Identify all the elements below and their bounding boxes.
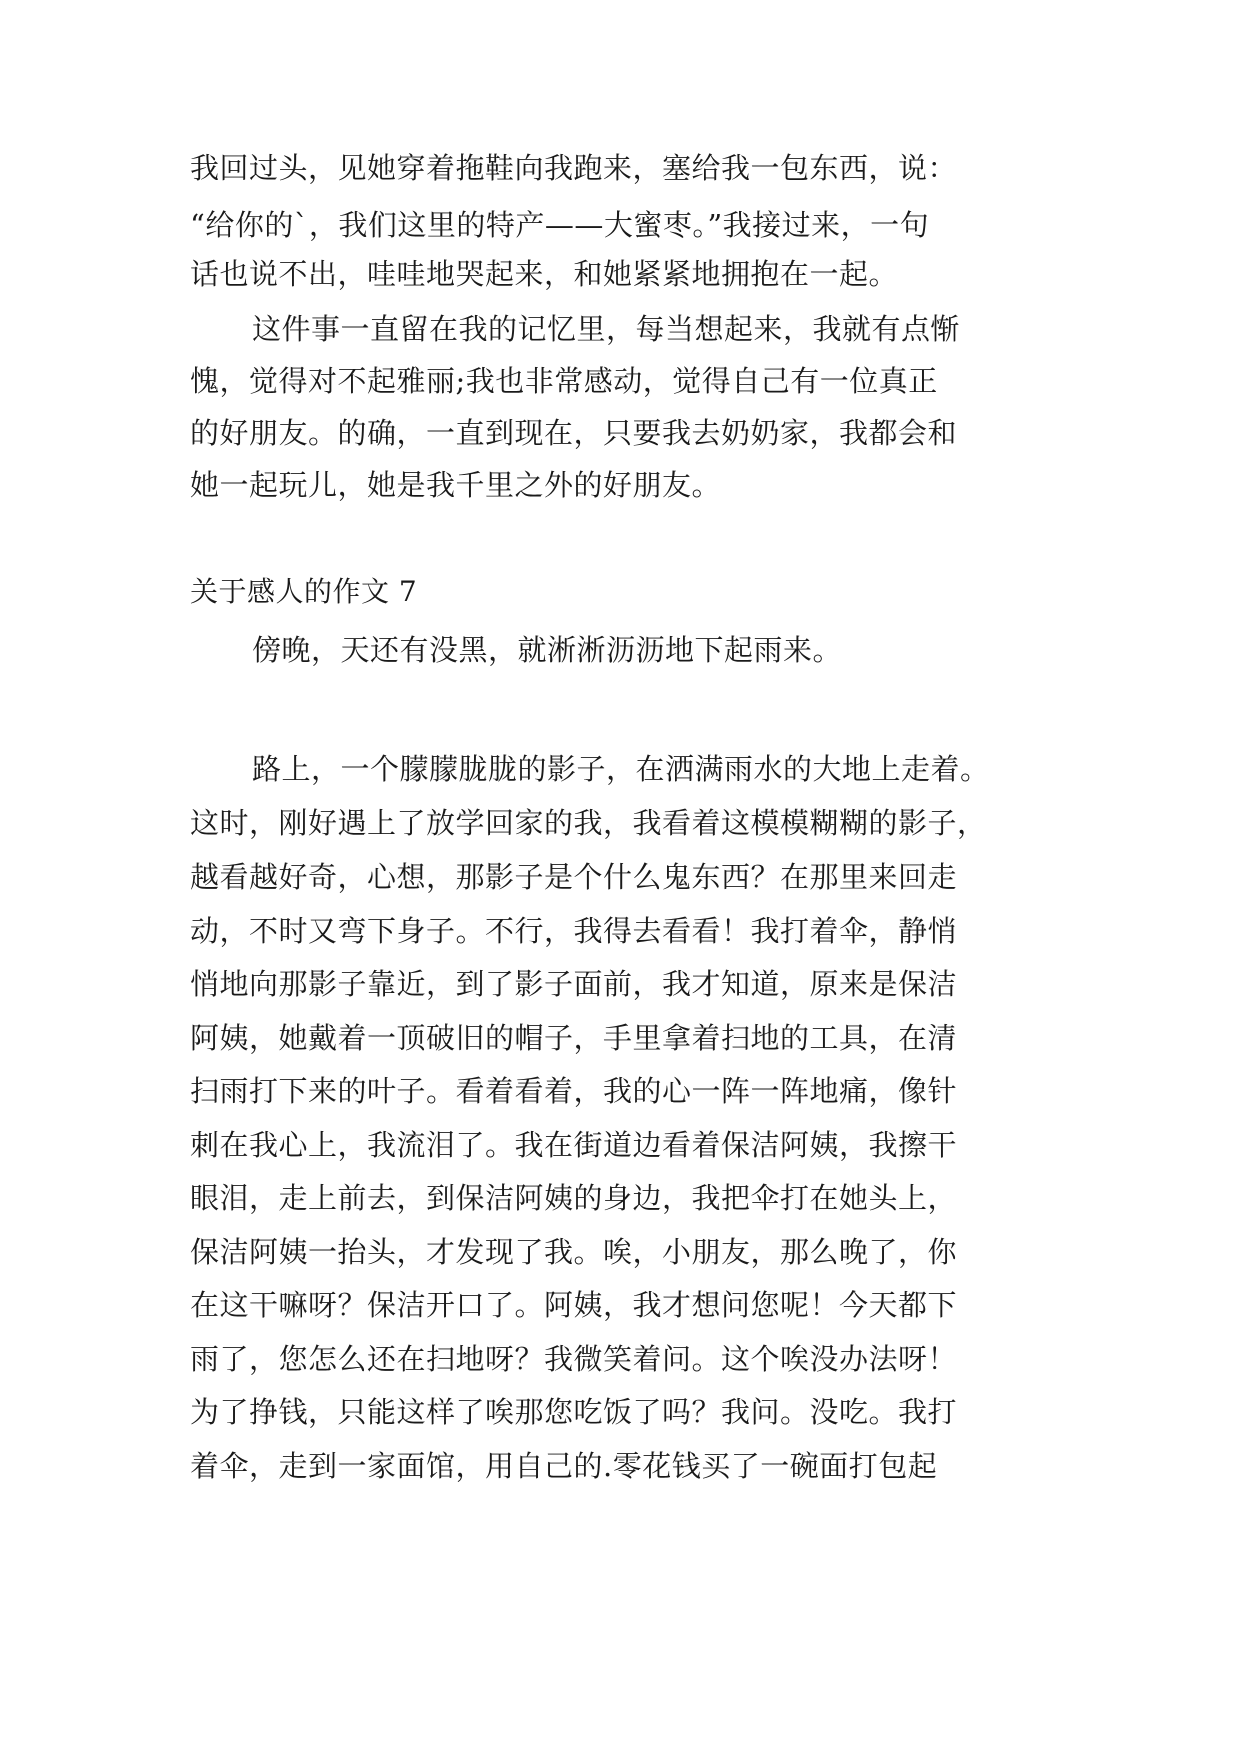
text-line: 雨了，您怎么还在扫地呀？我微笑着问。这个唉没办法呀！	[190, 1342, 958, 1376]
text-line: 扫雨打下来的叶子。看着看着，我的心一阵一阵地痛，像针	[190, 1074, 958, 1108]
text-line: 路上，一个朦朦胧胧的影子，在洒满雨水的大地上走着。	[252, 752, 990, 786]
text-line: “给你的`，我们这里的特产——大蜜枣。”我接过来，一句	[190, 208, 930, 242]
text-line: 话也说不出，哇哇地哭起来，和她紧紧地拥抱在一起。	[190, 257, 899, 291]
text-line: 刺在我心上，我流泪了。我在街道边看着保洁阿姨，我擦干	[190, 1128, 958, 1162]
text-line: 为了挣钱，只能这样了唉那您吃饭了吗？我问。没吃。我打	[190, 1395, 958, 1429]
text-line: 悄地向那影子靠近，到了影子面前，我才知道，原来是保洁	[190, 967, 958, 1001]
text-line: 她一起玩儿，她是我千里之外的好朋友。	[190, 468, 722, 502]
text-line: 保洁阿姨一抬头，才发现了我。唉，小朋友，那么晚了，你	[190, 1235, 958, 1269]
section-heading: 关于感人的作文 7	[190, 575, 418, 608]
text-line: 动，不时又弯下身子。不行，我得去看看！我打着伞，静悄	[190, 914, 958, 948]
text-line: 眼泪，走上前去，到保洁阿姨的身边，我把伞打在她头上，	[190, 1181, 958, 1215]
text-line: 愧，觉得对不起雅丽;我也非常感动，觉得自己有一位真正	[190, 364, 938, 398]
text-line: 这件事一直留在我的记忆里，每当想起来，我就有点惭	[252, 312, 961, 346]
text-line: 的好朋友。的确，一直到现在，只要我去奶奶家，我都会和	[190, 416, 958, 450]
text-line: 阿姨，她戴着一顶破旧的帽子，手里拿着扫地的工具，在清	[190, 1021, 958, 1055]
text-line: 越看越好奇，心想，那影子是个什么鬼东西？在那里来回走	[190, 860, 958, 894]
text-line: 在这干嘛呀？保洁开口了。阿姨，我才想问您呢！今天都下	[190, 1288, 958, 1322]
text-line: 傍晚，天还有没黑，就淅淅沥沥地下起雨来。	[252, 633, 843, 667]
text-line: 着伞，走到一家面馆，用自己的.零花钱买了一碗面打包起	[190, 1449, 938, 1483]
text-line: 我回过头，见她穿着拖鞋向我跑来，塞给我一包东西，说：	[190, 151, 958, 185]
text-line: 这时，刚好遇上了放学回家的我，我看着这模模糊糊的影子，	[190, 806, 987, 840]
